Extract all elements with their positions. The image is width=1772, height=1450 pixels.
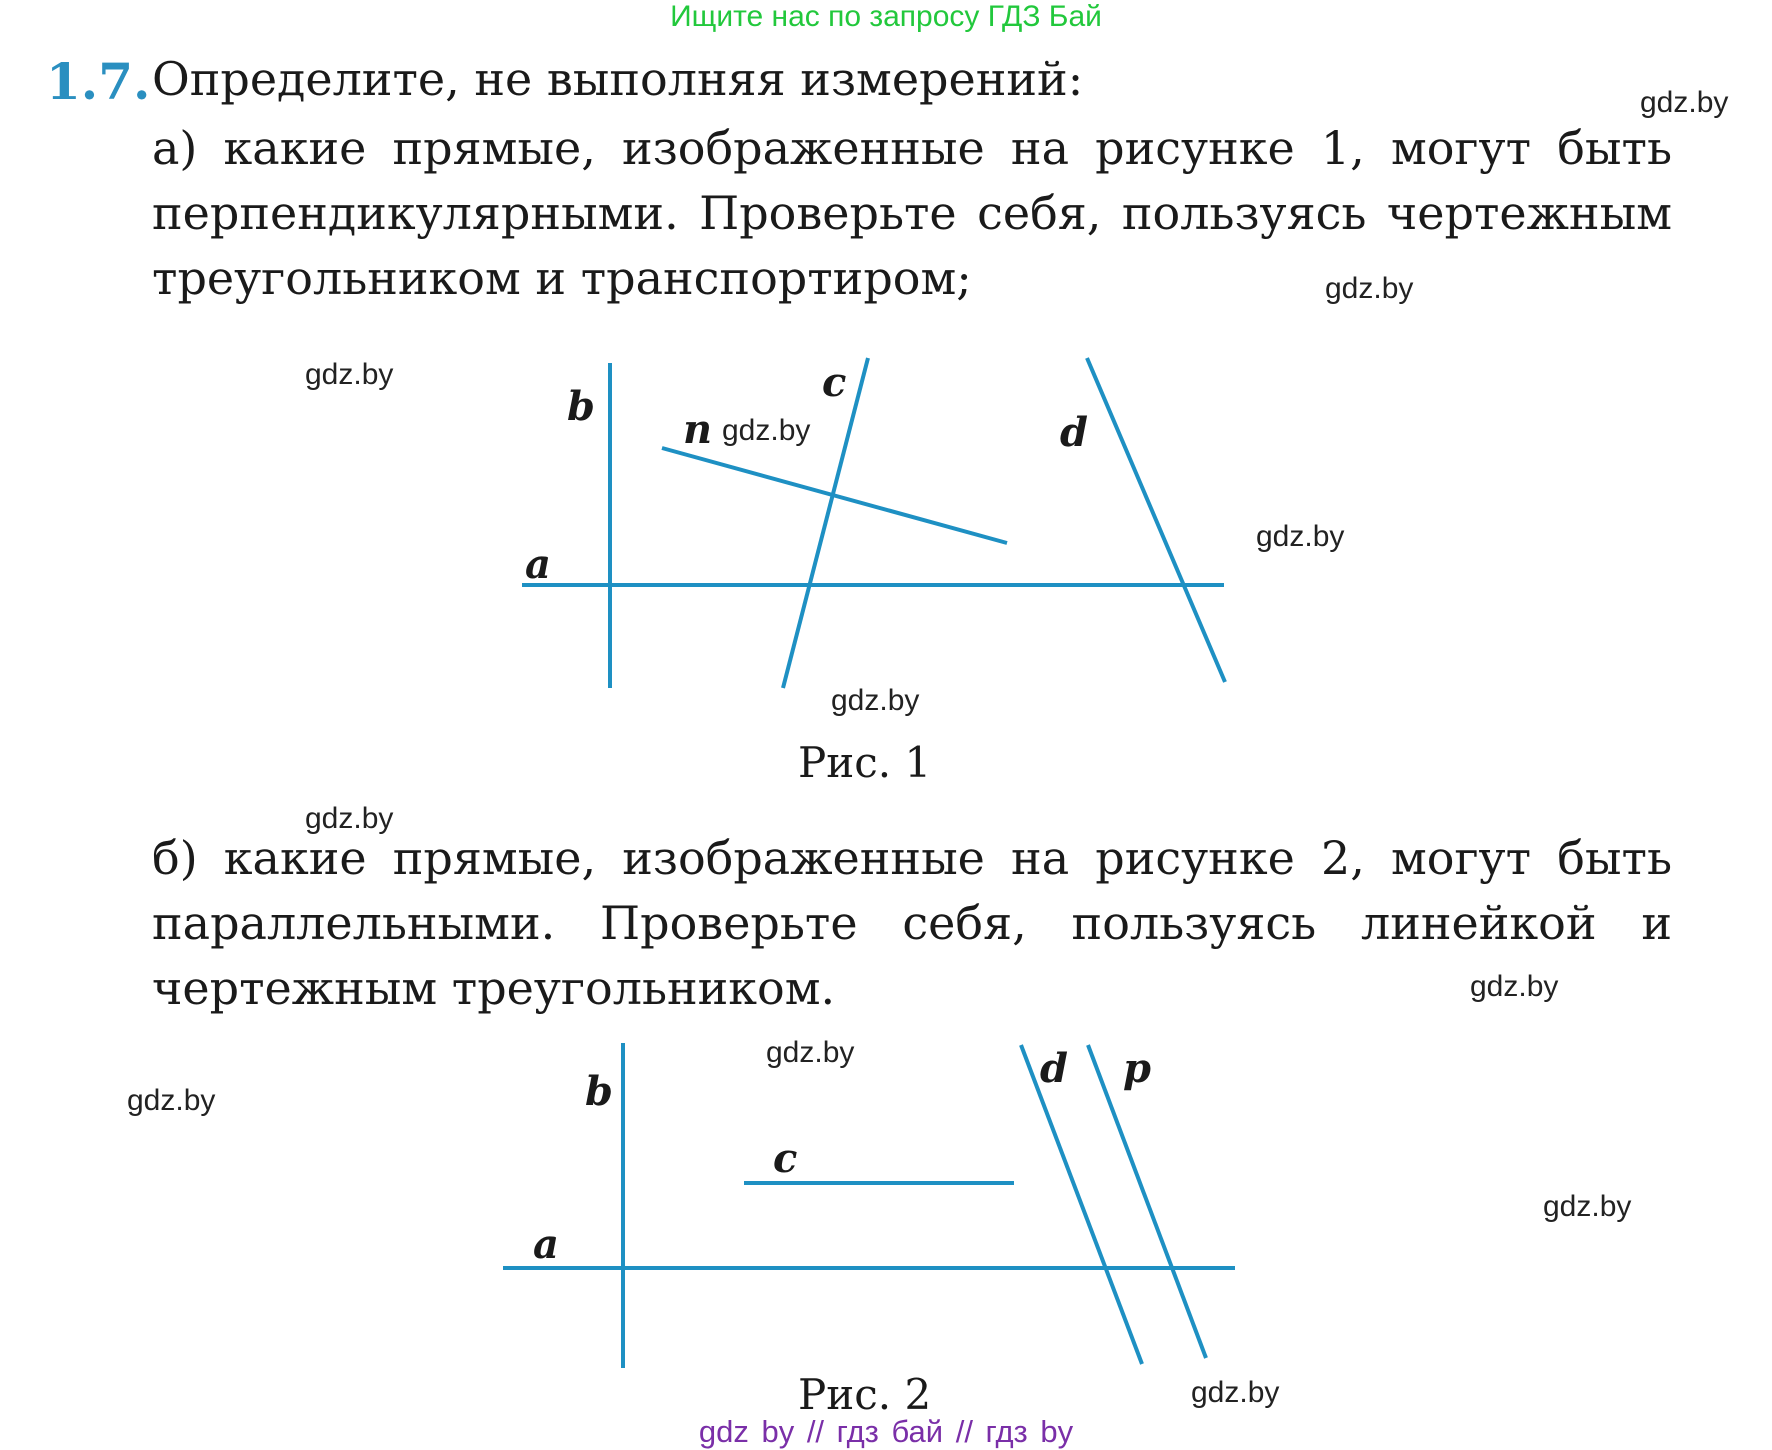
fig2-label-c: c — [773, 1135, 798, 1182]
watermark: gdz.by — [1191, 1376, 1280, 1409]
fig2-label-b: b — [585, 1068, 613, 1115]
fig2-label-a: a — [533, 1221, 559, 1268]
fig1-label-b: b — [567, 383, 595, 430]
watermark: gdz.by — [722, 414, 811, 447]
part-a-text: а) какие прямые, изображенные на рисунке 1, могут быть перпендикулярными. Проверьте себя, пользуясь чертежным треугольником и транспортиром; — [152, 121, 1672, 305]
watermark: gdz.by — [1543, 1190, 1632, 1223]
watermark: gdz.by — [127, 1084, 216, 1117]
watermark: gdz.by — [831, 684, 920, 717]
fig1-label-c: c — [822, 359, 847, 406]
fig1-label-a: a — [525, 541, 551, 588]
watermark: gdz.by — [1470, 970, 1559, 1003]
figure-2-caption: Рис. 2 — [798, 1370, 932, 1419]
part-b-text: б) какие прямые, изображенные на рисунке 2, могут быть параллельными. Проверьте себя, пользуясь линейкой и чертежным треугольником. — [152, 831, 1672, 1015]
watermark: gdz.by — [1256, 520, 1345, 553]
problem-number: 1.7. — [46, 52, 151, 111]
watermark: gdz.by — [305, 358, 394, 391]
fig1-label-d: d — [1060, 409, 1088, 456]
figure-1-caption: Рис. 1 — [798, 738, 932, 787]
top-banner: Ищите нас по запросу ГДЗ Бай — [670, 0, 1102, 33]
fig2-line-d — [1021, 1045, 1142, 1364]
watermark: gdz.by — [766, 1036, 855, 1069]
fig2-label-d: d — [1040, 1045, 1068, 1092]
problem-heading: Определите, не выполняя измерений: — [152, 52, 1084, 106]
watermark: gdz.by — [1640, 86, 1729, 119]
watermark: gdz.by — [305, 802, 394, 835]
watermark: gdz.by — [1325, 272, 1414, 305]
fig2-label-p: p — [1123, 1045, 1151, 1092]
footer-links: gdz by // гдз бай // гдз by — [698, 1414, 1074, 1449]
fig1-label-n: n — [683, 406, 713, 453]
